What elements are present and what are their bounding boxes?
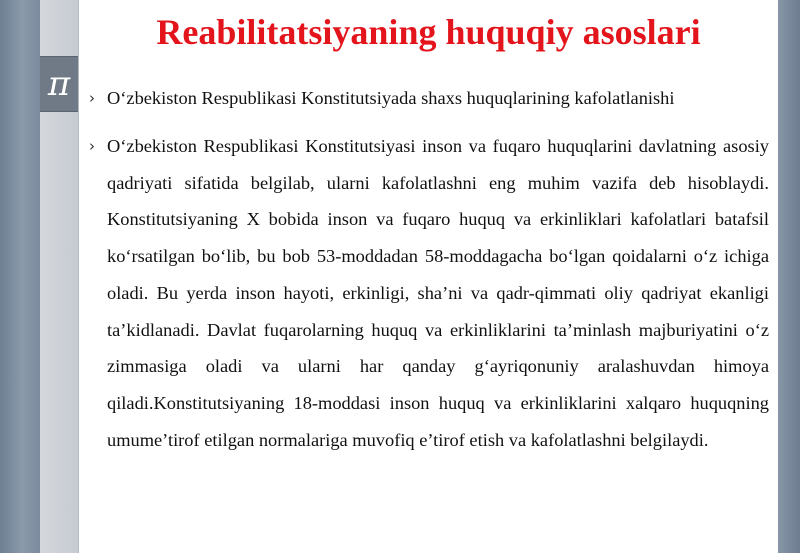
left-decorative-bar (0, 0, 40, 553)
bullet-text: O‘zbekiston Respublikasi Konstitutsiyada shaxs huquqlarining kafolatlanishi (107, 88, 675, 108)
right-decorative-bar (778, 0, 800, 553)
bullet-list (89, 80, 769, 458)
bullet-chevron-icon: › (89, 89, 95, 107)
bullet-item (89, 80, 769, 116)
bullet-text: O‘zbekiston Respublikasi Konstitutsiyasi inson va fuqaro huquqlarini davlatning asosiy qadriyati sifatida belgilab, ularni kafolatlashni eng muhim vazifa deb hisoblaydi. Konstitutsiyaning X bobida inson va fuqaro huquq va erkinliklari kafolatlari batafsil ko‘rsatilgan bo‘lib, bu bob 53-moddadan 58-moddagacha bo‘lgan qoidalarni o‘z ichiga oladi. Bu yerda inson hayoti, erkinligi, sha’ni va qadr-qimmati oliy qadriyat ekanligi ta’kidlanadi. Davlat fuqarolarning huquq va erkinliklarini ta’minlash majburiyatini o‘z zimmasiga oladi va ularni har qanday g‘ayriqonuniy aralashuvdan himoya qiladi.Konstitutsiyaning 18-moddasi inson huquq va erkinliklarini xalqaro huquqning umume’tirof etilgan normalariga muvofiq e’tirof etish va kafolatlashni belgilaydi. (107, 136, 769, 450)
pi-icon-box (40, 56, 78, 112)
bullet-chevron-icon: › (89, 137, 95, 155)
slide-title: Reabilitatsiyaning huquqiy asoslari (156, 12, 701, 52)
slide-content (79, 0, 778, 553)
bullet-item (89, 128, 769, 458)
pi-icon: π (47, 64, 71, 104)
